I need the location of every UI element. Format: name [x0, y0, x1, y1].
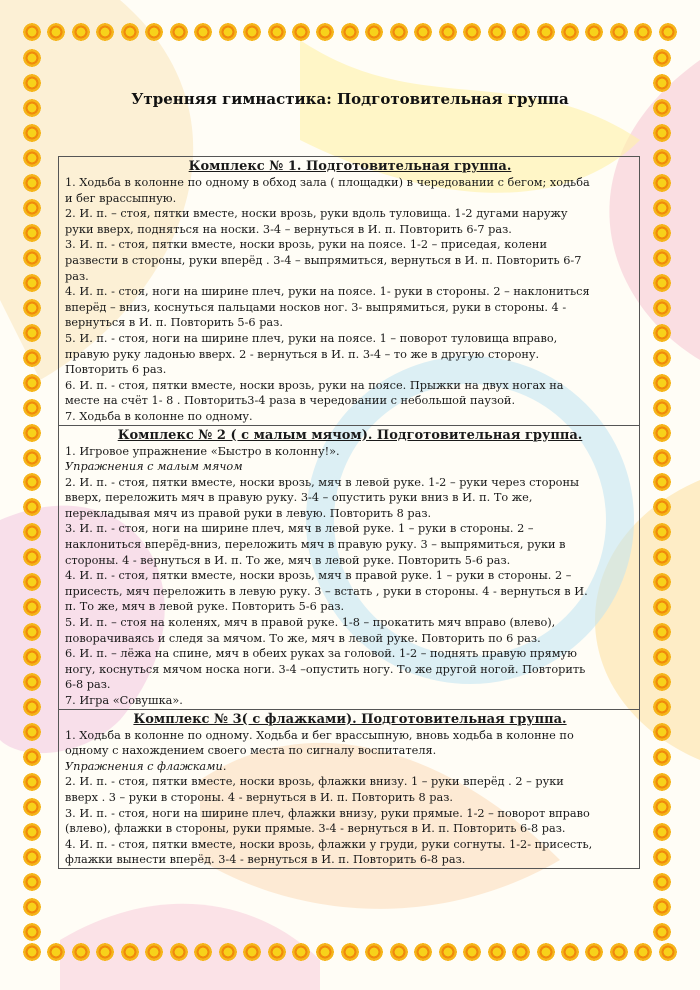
complex-2-body: [65, 444, 635, 709]
exercise-line: 3. И. п. - стоя, ноги на ширине плеч, флажки внизу, руки прямые. 1-2 – поворот вправо: [65, 806, 590, 820]
exercise-line: 6. И. п. – лёжа на спине, мяч в обеих руках за головой. 1-2 – поднять правую прямую: [65, 647, 578, 661]
exercise-line: одному с нахождением своего места по сигналу воспитателя.: [65, 744, 437, 758]
exercise-line: 2. И. п. - стоя, пятки вместе, носки врозь, флажки внизу. 1 – руки вперёд . 2 – руки: [65, 775, 564, 789]
exercise-line: 5. И. п. – стоя на коленях, мяч в правой руке. 1-8 – прокатить мяч вправо (влево),: [65, 616, 556, 630]
exercise-line: 6-8 раз.: [65, 678, 111, 692]
exercise-line: вернуться в И. п. Повторить 5-6 раз.: [65, 316, 283, 330]
exercise-line: 7. Ходьба в колонне по одному.: [65, 409, 253, 423]
exercise-line: ногу, коснуться мячом носка ноги. 3-4 –опустить ногу. То же другой ногой. Повторить: [65, 662, 586, 676]
exercise-line: п. То же, мяч в левой руке. Повторить 5-6 раз.: [65, 600, 345, 614]
exercise-line: Упражнения с флажками.: [65, 759, 227, 773]
exercise-line: присесть, мяч переложить в левую руку. 3 – встать , руки в стороны. 4 - вернуться в И.: [65, 584, 588, 598]
exercise-line: развести в стороны, руки вперёд . 3-4 – выпрямиться, вернуться в И. п. Повторить 6-7: [65, 253, 582, 267]
complex-1-heading: Комплекс № 1. Подготовительная группа.: [188, 159, 512, 174]
exercise-line: 3. И. п. - стоя, ноги на ширине плеч, мяч в левой руке. 1 – руки в стороны. 2 –: [65, 522, 534, 536]
exercise-line: Упражнения с малым мячом: [65, 460, 243, 474]
exercise-line: 1. Игровое упражнение «Быстро в колонну!».: [65, 444, 340, 458]
exercise-line: 4. И. п. - стоя, пятки вместе, носки врозь, флажки у груди, руки согнуты. 1-2- присесть,: [65, 837, 593, 851]
sun-border-right: [652, 48, 678, 942]
complex-1-cell: [59, 157, 640, 426]
complex-3-heading: Комплекс № 3( с флажками). Подготовительная группа.: [133, 711, 567, 727]
exercise-line: и бег врассыпную.: [65, 191, 177, 205]
sun-border-top: [22, 22, 678, 48]
exercise-line: 4. И. п. - стоя, ноги на ширине плеч, руки на поясе. 1- руки в стороны. 2 – наклониться: [65, 285, 590, 299]
exercise-line: 4. И. п. - стоя, пятки вместе, носки врозь, мяч в правой руке. 1 – руки в стороны. 2 –: [65, 569, 572, 583]
exercise-line: 2. И. п. – стоя, пятки вместе, носки врозь, руки вдоль туловища. 1-2 дугами наружу: [65, 207, 568, 221]
complex-2-cell: [59, 425, 640, 709]
exercise-line: 5. И. п. - стоя, ноги на ширине плеч, руки на поясе. 1 – поворот туловища вправо,: [65, 331, 558, 345]
exercise-line: руки вверх, подняться на носки. 3-4 – вернуться в И. п. Повторить 6-7 раз.: [65, 222, 512, 236]
exercise-line: наклониться вперёд-вниз, переложить мяч в правую руку. 3 – выпрямиться, руки в: [65, 538, 566, 552]
exercise-line: вверх . 3 – руки в стороны. 4 - вернуться в И. п. Повторить 8 раз.: [65, 790, 454, 804]
exercise-line: правую руку ладонью вверх. 2 - вернуться в И. п. 3-4 – то же в другую сторону.: [65, 347, 540, 361]
complex-3-cell: [59, 709, 640, 868]
exercise-line: 6. И. п. - стоя, пятки вместе, носки врозь, руки на поясе. Прыжки на двух ногах на: [65, 378, 564, 392]
complex-1-body: [65, 175, 635, 425]
sun-border-bottom: [22, 942, 678, 968]
exercise-line: Повторить 6 раз.: [65, 363, 167, 377]
exercise-line: перекладывая мяч из правой руки в левую. Повторить 8 раз.: [65, 506, 432, 520]
exercise-line: стороны. 4 - вернуться в И. п. То же, мяч в левой руке. Повторить 5-6 раз.: [65, 553, 511, 567]
sun-border-left: [22, 48, 48, 942]
exercise-line: поворачиваясь и следя за мячом. То же, мяч в левой руке. Повторить по 6 раз.: [65, 631, 541, 645]
complex-1-row: [59, 157, 640, 426]
page-title: Утренняя гимнастика: Подготовительная группа: [131, 90, 569, 108]
exercise-line: 1. Ходьба в колонне по одному в обход зала ( площадки) в чередовании с бегом; ходьба: [65, 176, 590, 189]
complex-2-heading: Комплекс № 2 ( с малым мячом). Подготовительная группа.: [117, 427, 583, 443]
complex-3-row: [59, 709, 640, 868]
exercise-line: 2. И. п. - стоя, пятки вместе, носки врозь, мяч в левой руке. 1-2 – руки через стороны: [65, 475, 580, 489]
exercise-line: раз.: [65, 269, 89, 283]
exercise-line: 1. Ходьба в колонне по одному. Ходьба и бег врассыпную, вновь ходьба в колонне по: [65, 728, 574, 742]
complex-2-row: [59, 425, 640, 709]
exercise-line: вверх, переложить мяч в правую руку. 3-4 – опустить руки вниз в И. п. То же,: [65, 491, 533, 505]
exercise-line: вперёд – вниз, коснуться пальцами носков ног. 3- выпрямиться, руки в стороны. 4 -: [65, 300, 567, 314]
exercise-line: флажки вынести вперёд. 3-4 - вернуться в И. п. Повторить 6-8 раз.: [65, 853, 466, 867]
exercise-line: 7. Игра «Совушка».: [65, 694, 183, 707]
exercise-line: месте на счёт 1- 8 . Повторить3-4 раза в чередовании с небольшой паузой.: [65, 394, 516, 408]
exercise-line: 3. И. п. - стоя, пятки вместе, носки врозь, руки на поясе. 1-2 – приседая, колени: [65, 238, 547, 252]
complexes-table: [58, 156, 640, 869]
exercise-line: (влево), флажки в стороны, руки прямые. 3-4 - вернуться в И. п. Повторить 6-8 раз.: [65, 822, 566, 836]
complex-3-body: [65, 728, 635, 868]
